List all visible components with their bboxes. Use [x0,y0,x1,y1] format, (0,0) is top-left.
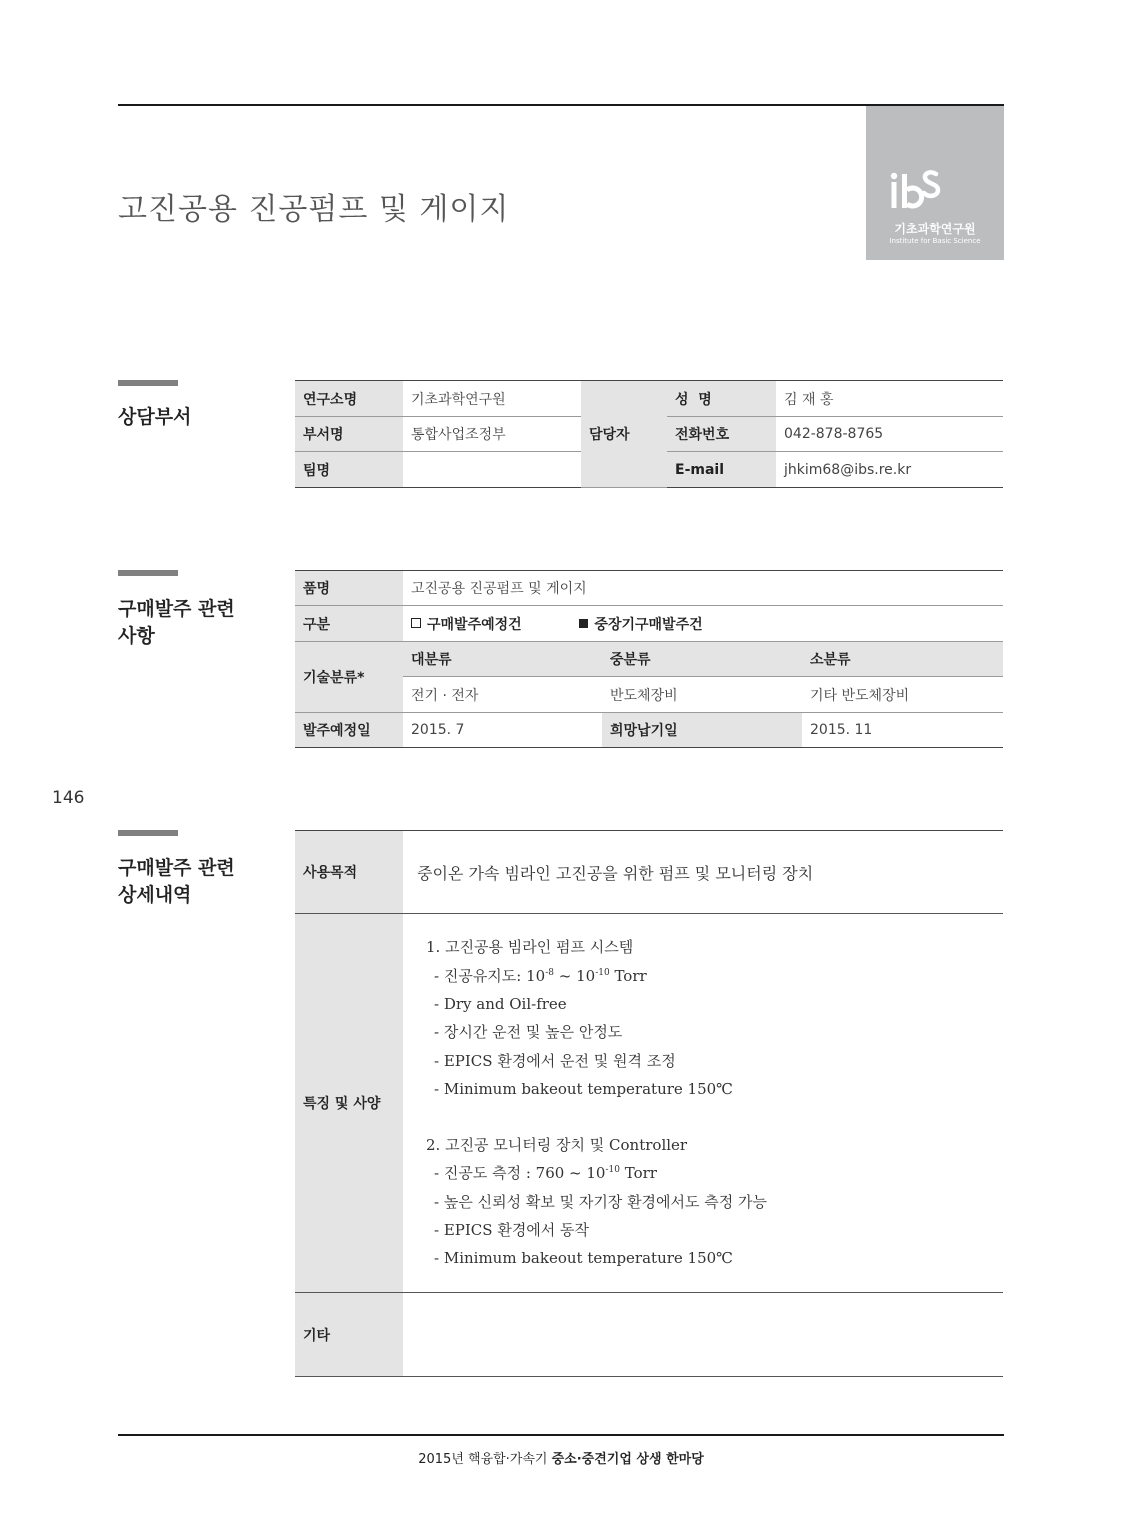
label-type: 구분 [295,606,403,642]
order-table [295,570,1003,748]
spec2-item3: - EPICS 환경에서 동작 [434,1221,590,1240]
detail-heading-line2: 상세내역 [118,884,192,906]
order-heading [118,596,235,650]
order-row-tech-head [295,642,1003,677]
value-phone: 042-878-8765 [776,417,1003,452]
label-delivery-date: 희망납기일 [602,713,802,748]
spec2-item2: - 높은 신뢰성 확보 및 자기장 환경에서도 측정 가능 [434,1192,768,1211]
ibs-logo-mark-icon [866,168,1004,212]
spec-list [404,933,1002,1272]
consult-heading: 상담부서 [118,406,192,428]
page-number: 146 [52,788,85,808]
spec1-item2: - Dry and Oil-free [434,994,567,1013]
label-tech: 기술분류* [295,642,403,713]
value-type [403,606,1003,642]
type-option-2: 중장기구매발주건 [579,617,702,633]
footer-part1: 2015년 핵융합·가속기 [418,1452,552,1467]
footer [0,1448,1122,1467]
value-middle: 반도체장비 [602,677,802,713]
logo-name-en: Institute for Basic Science [889,237,981,245]
value-features [403,914,1003,1293]
order-row-dates [295,713,1003,748]
detail-heading-line1: 구매발주 관련 [118,857,235,879]
footer-part2: 중소·중견기업 상생 한마당 [551,1452,704,1467]
label-name: 성 명 [667,381,776,417]
value-etc [403,1293,1003,1377]
logo-name-ko: 기초과학연구원 [894,222,976,236]
value-delivery-date: 2015. 11 [802,713,1003,748]
unchecked-box-icon [411,618,421,628]
label-purpose: 사용목적 [295,831,403,914]
detail-row-etc [295,1293,1003,1377]
ibs-logo [866,106,1004,260]
label-email: E-mail [667,452,776,488]
detail-row-features [295,914,1003,1293]
detail-row-purpose [295,831,1003,914]
detail-heading [118,855,235,909]
label-etc: 기타 [295,1293,403,1377]
label-features: 특징 및 사양 [295,914,403,1293]
value-email[interactable]: jhkim68@ibs.re.kr [776,452,1003,488]
type-option-1: 구매발주예정건 [411,617,522,633]
bottom-rule [118,1434,1004,1436]
order-heading-line2: 사항 [118,625,155,647]
detail-section-bar [118,830,178,836]
spec1-title: 1. 고진공용 빔라인 펌프 시스템 [426,938,634,957]
spec2-item4: - Minimum bakeout temperature 150℃ [434,1249,733,1268]
label-contact: 담당자 [581,381,667,488]
value-minor: 기타 반도체장비 [802,677,1003,713]
value-name: 김 재 홍 [776,381,1003,417]
checked-box-icon [579,619,588,628]
label-middle: 중분류 [602,642,802,677]
value-department: 통합사업조정부 [403,417,581,452]
consult-row-1 [295,381,1003,417]
order-row-item [295,571,1003,606]
value-team [403,452,581,488]
value-purpose: 중이온 가속 빔라인 고진공을 위한 펌프 및 모니터링 장치 [403,831,1003,914]
spec2-range: - 진공도 측정 : 760 ~ $10^{-10}$ Torr [434,1164,657,1183]
label-order-date: 발주예정일 [295,713,403,748]
spec1-item3: - 장시간 운전 및 높은 안정도 [434,1023,623,1042]
value-institute: 기초과학연구원 [403,381,581,417]
value-order-date: 2015. 7 [403,713,602,748]
spec1-item5: - Minimum bakeout temperature 150℃ [434,1079,733,1098]
label-item: 품명 [295,571,403,606]
consult-table [295,380,1003,488]
label-major: 대분류 [403,642,602,677]
label-department: 부서명 [295,417,403,452]
spec2-title: 2. 고진공 모니터링 장치 및 Controller [426,1136,688,1155]
spec1-item4: - EPICS 환경에서 운전 및 원격 조정 [434,1051,676,1070]
spec1-vacuum: - 진공유지도: $10^{-8}$ ~ $10^{-10}$ Torr [434,966,647,985]
label-phone: 전화번호 [667,417,776,452]
label-minor: 소분류 [802,642,1003,677]
value-item: 고진공용 진공펌프 및 게이지 [403,571,1003,606]
order-section-bar [118,570,178,576]
consult-section-bar [118,380,178,386]
detail-table [295,830,1003,1377]
page-title: 고진공용 진공펌프 및 게이지 [118,192,510,227]
label-team: 팀명 [295,452,403,488]
order-heading-line1: 구매발주 관련 [118,598,235,620]
label-institute: 연구소명 [295,381,403,417]
value-major: 전기 · 전자 [403,677,602,713]
order-row-type [295,606,1003,642]
